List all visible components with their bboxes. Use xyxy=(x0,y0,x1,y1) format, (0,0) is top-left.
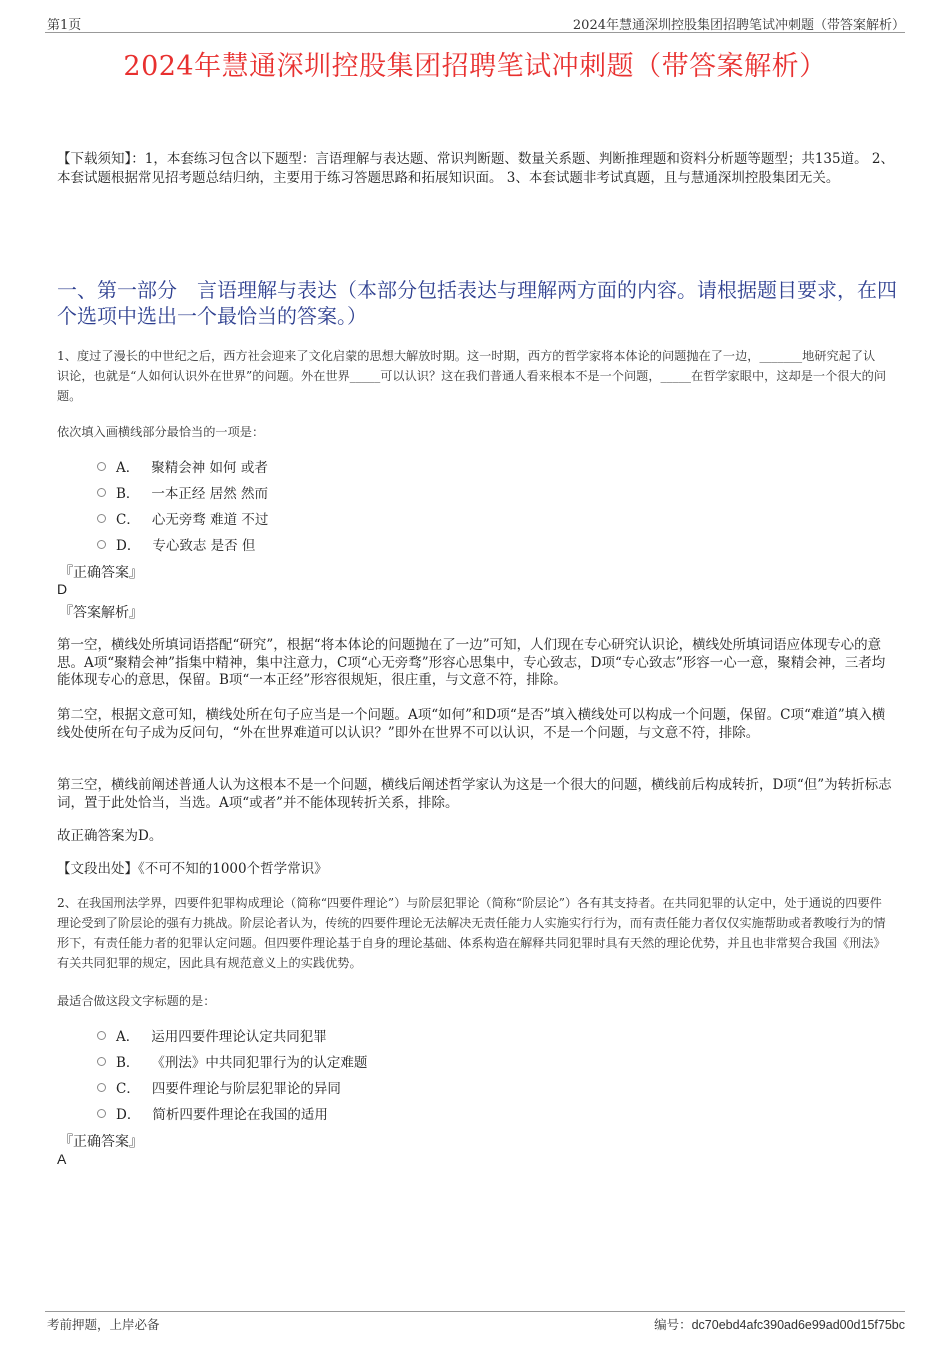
option-text: 聚精会神 如何 或者 xyxy=(151,460,268,476)
question-1-analysis-conclusion: 故正确答案为D。 xyxy=(57,828,163,844)
option-text: 简析四要件理论在我国的适用 xyxy=(152,1107,328,1123)
radio-icon[interactable] xyxy=(97,488,106,497)
option-text: 心无旁骛 难道 不过 xyxy=(151,512,269,528)
question-1-option-c[interactable] xyxy=(97,508,268,528)
footer-slogan: 考前押题，上岸必备 xyxy=(47,1317,160,1332)
footer-code-value: dc70ebd4afc390ad6e99ad00d15f75bc xyxy=(691,1318,905,1332)
footer-code-label: 编号： xyxy=(654,1317,692,1332)
question-1-option-d[interactable] xyxy=(97,534,255,554)
option-letter: C． xyxy=(116,512,140,528)
page-title: 2024年慧通深圳控股集团招聘笔试冲刺题（带答案解析） xyxy=(123,51,827,82)
question-2-option-c[interactable] xyxy=(97,1077,341,1097)
question-1-option-b[interactable] xyxy=(97,482,268,502)
question-2-option-a[interactable] xyxy=(97,1025,327,1045)
section-heading: 一、第一部分 言语理解与表达（本部分包括表达与理解两方面的内容。请根据题目要求，在四个选项中选出一个最恰当的答案。） xyxy=(57,278,897,328)
question-2-prompt: 最适合做这段文字标题的是： xyxy=(57,994,216,1008)
radio-icon[interactable] xyxy=(97,1031,106,1040)
option-letter: D． xyxy=(116,1107,141,1123)
option-text: 《刑法》中共同犯罪行为的认定难题 xyxy=(151,1055,368,1071)
question-2-option-b[interactable] xyxy=(97,1051,367,1071)
question-1-analysis-para-3: 第三空，横线前阐述普通人认为这根本不是一个问题，横线后阐述哲学家认为这是一个很大的问题，横线前后构成转折，D项“但”为转折标志词，置于此处恰当，当选。A项“或者”并不能体现转折关系，排除。 xyxy=(57,777,892,811)
header-divider xyxy=(45,32,905,33)
question-1-answer: D xyxy=(57,581,68,597)
question-1-analysis-para-2: 第二空，根据文意可知，横线处所在句子应当是一个问题。A项“如何”和D项“是否”填入横线处可以构成一个问题，保留。C项“难道”填入横线处使所在句子成为反问句，“外在世界难道可以认识？”即外在世界不可以认识，不是一个问题，与文意不符，排除。 xyxy=(57,707,886,741)
question-1-analysis-label: 『答案解析』 xyxy=(59,605,143,621)
option-letter: A． xyxy=(116,1029,140,1045)
question-1-prompt: 依次填入画横线部分最恰当的一项是： xyxy=(57,425,265,439)
option-text: 一本正经 居然 然而 xyxy=(151,486,269,502)
question-1-answer-label: 『正确答案』 xyxy=(59,565,143,581)
option-letter: A． xyxy=(116,460,140,476)
footer-divider xyxy=(45,1311,905,1312)
option-letter: B． xyxy=(116,1055,140,1071)
question-2-option-d[interactable] xyxy=(97,1103,328,1123)
option-letter: B． xyxy=(116,486,140,502)
page-number: 第1页 xyxy=(47,18,82,33)
question-1-option-a[interactable] xyxy=(97,456,268,476)
question-2-stem: 2、在我国刑法学界，四要件犯罪构成理论（简称“四要件理论”）与阶层犯罪论（简称“阶层论”）各有其支持者。在共同犯罪的认定中，处于通说的四要件理论受到了阶层论的强有力挑战。阶层论者认为，传统的四要件理论无法解决无责任能力人实施实行行为，而有责任能力者仅仅实施帮助或者教唆行为的情形下，有责任能力者的犯罪认定问题。但四要件理论基于自身的理论基础、体系构造在解释共同犯罪时具有天然的理论优势，并且也非常契合我国《刑法》有关共同犯罪的规定，因此具有规范意义上的实践优势。 xyxy=(57,896,886,970)
radio-icon[interactable] xyxy=(97,1109,106,1118)
radio-icon[interactable] xyxy=(97,1083,106,1092)
option-text: 运用四要件理论认定共同犯罪 xyxy=(151,1029,327,1045)
question-2-answer: A xyxy=(57,1151,67,1167)
question-1-source: 【文段出处】《不可不知的1000个哲学常识》 xyxy=(57,861,328,877)
question-2-answer-label: 『正确答案』 xyxy=(59,1134,143,1150)
option-letter: D． xyxy=(116,538,141,554)
download-notice: 【下载须知】：1，本套练习包含以下题型：言语理解与表达题、常识判断题、数量关系题、判断推理题和资料分析题等题型；共135道。 2、本套试题根据常见招考题总结归纳，主要用于练习答题思路和拓展知识面。 3、本套试题非考试真题，且与慧通深圳控股集团无关。 xyxy=(57,151,894,186)
radio-icon[interactable] xyxy=(97,1057,106,1066)
header-doc-title: 2024年慧通深圳控股集团招聘笔试冲刺题（带答案解析） xyxy=(572,18,905,33)
option-text: 四要件理论与阶层犯罪论的异同 xyxy=(151,1081,341,1097)
question-1-stem: 1、度过了漫长的中世纪之后，西方社会迎来了文化启蒙的思想大解放时期。这一时期，西方的哲学家将本体论的问题抛在了一边，_______地研究起了认识论，也就是“人如何认识外在世界”的问题。外在世界_____可以认识？这在我们普通人看来根本不是一个问题，_____在哲学家眼中，这却是一个很大的问题。 xyxy=(57,349,887,403)
footer-code xyxy=(654,1315,905,1333)
radio-icon[interactable] xyxy=(97,514,106,523)
option-letter: C． xyxy=(116,1081,140,1097)
radio-icon[interactable] xyxy=(97,462,106,471)
option-text: 专心致志 是否 但 xyxy=(152,538,256,554)
question-1-analysis-para-1: 第一空，横线处所填词语搭配“研究”，根据“将本体论的问题抛在了一边”可知，人们现在专心研究认识论，横线处所填词语应体现专心的意思。A项“聚精会神”指集中精神，集中注意力，C项“心无旁骛”形容心思集中，专心致志，D项“专心致志”形容一心一意，聚精会神，三者均能体现专心的意思，保留。B项“一本正经”形容很规矩，很庄重，与文意不符，排除。 xyxy=(57,637,886,688)
radio-icon[interactable] xyxy=(97,540,106,549)
